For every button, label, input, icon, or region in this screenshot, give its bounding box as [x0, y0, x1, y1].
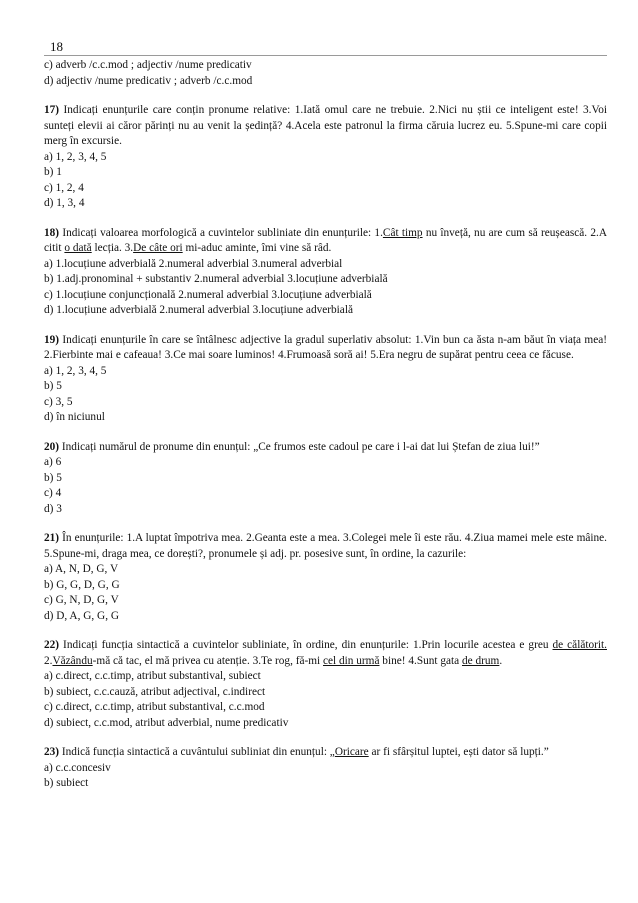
option: b) 5 [44, 380, 62, 392]
question-body: Indicați enunțurile în care se întâlnesc adjective la gradul superlativ absolut: 1.Vin bun ca ăsta n-am băut în viața mea! 2.Fierbinte mai e cafeaua! 3.Ce mai soare luminos! 4.Frumoasă soră ai! 5.Era negru de supărat pentru ceea ce făcuse. [44, 333, 607, 361]
question-text [44, 103, 607, 150]
underlined-word: o dată [64, 242, 92, 254]
question-body: -mă că tac, el mă privea cu atenție. 3.Te rog, fă-mi [92, 654, 324, 667]
question-number: 23) [44, 746, 60, 758]
question-text [44, 638, 607, 669]
underlined-word: cel din urmă [323, 654, 380, 667]
carry-over-options [44, 58, 607, 89]
question-body: . [499, 654, 503, 667]
option: b) subiect [44, 777, 89, 789]
question-23 [44, 745, 607, 792]
option: c) G, N, D, G, V [44, 594, 119, 606]
question-body: bine! 4.Sunt gata [379, 654, 462, 667]
option: c) c.direct, c.c.timp, atribut substantival, c.c.mod [44, 701, 265, 713]
option: a) 1, 2, 3, 4, 5 [44, 150, 107, 163]
question-20 [44, 440, 607, 518]
question-text [44, 440, 607, 456]
question-body: nu înveță, nu are cum să reușească. 2.A citit [44, 226, 607, 254]
underlined-word: de călătorit. [552, 639, 607, 651]
option: d) în niciunul [44, 411, 105, 423]
question-body: mi-aduc aminte, îmi vine să râd. [182, 242, 332, 254]
question-18 [44, 226, 607, 319]
question-number: 21) [44, 532, 60, 544]
question-body: Indică funcția sintactică a cuvântului subliniat din enunțul: „ [59, 746, 335, 758]
option: b) 5 [44, 471, 62, 484]
option: c) 3, 5 [44, 395, 73, 408]
question-body: lecția. 3. [91, 242, 134, 254]
question-number: 20) [44, 440, 60, 453]
question-body: În enunțurile: 1.A luptat împotriva mea. 2.Geanta este a mea. 3.Colegei mele îi este rău. 4.Ziua mamei mele este mâine. 5.Spune-mi, draga mea, ce dorești?, pronumele și adj. pr. posesive sunt, în ordine, la cazurile: [44, 532, 607, 560]
option: b) subiect, c.c.cauză, atribut adjectival, c.indirect [44, 685, 266, 698]
option: a) c.c.concesiv [44, 761, 111, 774]
option: b) G, G, D, G, G [44, 578, 120, 591]
question-21 [44, 531, 607, 624]
question-19 [44, 333, 607, 426]
question-text [44, 333, 607, 364]
option: d) D, A, G, G, G [44, 609, 119, 622]
option: d) 1.locuțiune adverbială 2.numeral adverbial 3.locuțiune adverbială [44, 304, 353, 316]
question-text [44, 745, 607, 761]
option: a) 1, 2, 3, 4, 5 [44, 364, 107, 377]
underlined-word: Cât timp [382, 226, 423, 239]
option: d) adjectiv /nume predicativ ; adverb /c.c.mod [44, 74, 253, 87]
option: c) 1.locuțiune conjuncțională 2.numeral adverbial 3.locuțiune adverbială [44, 288, 372, 301]
option: a) c.direct, c.c.timp, atribut substantival, subiect [44, 670, 261, 682]
option: a) A, N, D, G, V [44, 563, 119, 575]
question-number: 19) [44, 333, 60, 346]
option: c) adverb /c.c.mod ; adjectiv /nume predicativ [44, 59, 252, 71]
question-number: 22) [44, 639, 60, 651]
question-text [44, 531, 607, 562]
question-body: Indicați funcția sintactică a cuvintelor subliniate, în ordine, din enunțurile: 1.Prin locurile acestea e greu [59, 639, 553, 651]
option: c) 4 [44, 487, 62, 499]
option: b) 1 [44, 166, 62, 178]
question-17 [44, 103, 607, 212]
question-number: 18) [44, 226, 60, 239]
option: d) 3 [44, 502, 62, 515]
question-number: 17) [44, 104, 60, 116]
header-rule [44, 55, 607, 56]
question-22 [44, 638, 607, 731]
underlined-word: de drum [462, 654, 500, 667]
option: d) 1, 3, 4 [44, 197, 85, 209]
option: d) subiect, c.c.mod, atribut adverbial, nume predicativ [44, 716, 289, 729]
page-number: 18 [50, 39, 63, 54]
question-text [44, 226, 607, 257]
question-body: ar fi sfârșitul luptei, ești dator să lupți.” [368, 746, 549, 758]
option: a) 6 [44, 456, 62, 468]
question-body: Indicați numărul de pronume din enunțul: „Ce frumos este cadoul pe care i l-ai dat lui Ștefan de ziua lui!” [59, 440, 540, 453]
question-body: 2. [44, 654, 53, 667]
option: c) 1, 2, 4 [44, 181, 84, 194]
option: a) 1.locuțiune adverbială 2.numeral adverbial 3.numeral adverbial [44, 257, 343, 270]
underlined-word: Oricare [334, 746, 369, 758]
option: b) 1.adj.pronominal + substantiv 2.numeral adverbial 3.locuțiune adverbială [44, 273, 388, 285]
question-body: Indicați enunțurile care conțin pronume relative: 1.Iată omul care ne trebuie. 2.Nici nu știi ce inteligent este! 3.Voi sunteți elevii ai căror părinți nu au venit la ședință? 4.Acela este patronul la firma căruia lucrez eu. 5.Spune-mi care copii merg în excursie. [44, 104, 607, 147]
underlined-word: De câte ori [133, 242, 183, 254]
question-body: Indicați valoarea morfologică a cuvintelor subliniate din enunțurile: 1. [59, 226, 383, 239]
underlined-word: Văzându [52, 654, 93, 667]
